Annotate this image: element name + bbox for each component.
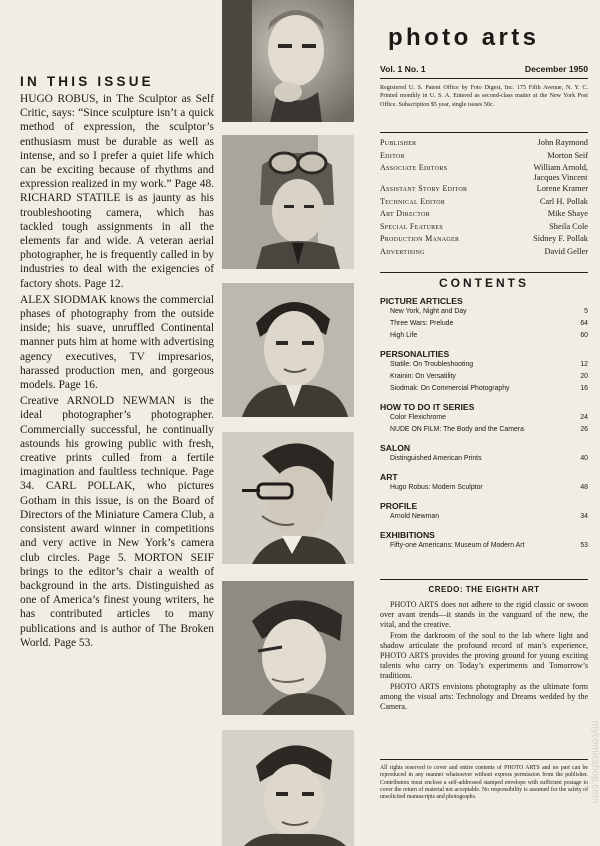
entry-page: 20: [580, 373, 588, 380]
issue-paragraph-2: ALEX SIODMAK knows the commercial phases of photography from the outside inside; his suave, unruffled Continental manner puts him at home with advertising agency executives, TV impresarios, harassed production men, and gorgeous models. Page 16.: [20, 293, 214, 392]
credo-heading: CREDO: THE EIGHTH ART: [428, 585, 540, 594]
portrait-photo-hugo-robus: [222, 0, 354, 122]
staff-row: [380, 222, 588, 235]
contents-section-heading: PROFILE: [380, 501, 418, 511]
entry-title: Color Flexichrome: [390, 414, 446, 421]
portrait-photo-arnold-newman: [222, 432, 354, 564]
divider: [380, 78, 588, 79]
staff-role: Art Director: [380, 209, 431, 218]
contents-list: [380, 296, 588, 553]
staff-name: Mike Shaye: [547, 209, 588, 218]
credo-paragraph: PHOTO ARTS does not adhere to the rigid classic or swoon over avant trends—it stands in the vanguard of the new, the vital, and the creative.: [380, 600, 588, 630]
portrait-photo-alex-siodmak: [222, 283, 354, 417]
divider: [380, 132, 588, 133]
entry-title: Hugo Robus: Modern Sculptor: [390, 484, 483, 491]
watermark-text: mycomicshop.com: [589, 720, 600, 804]
staff-name: David Geller: [544, 246, 588, 256]
watermark: [584, 720, 598, 838]
contents-entry[interactable]: [380, 425, 588, 437]
divider: [380, 272, 588, 273]
contents-entry[interactable]: [380, 512, 588, 524]
issue-paragraph-3: Creative ARNOLD NEWMAN is the ideal photographer’s photographer. Commercially successful, he continually astounds his growing public with fresh, creative prints culled from a fertile imagination and faultless technique. Page 34. CARL POLLAK, who pictures Gotham in this issue, is on the Board of Directors of the Miniature Camera Club, a consistent award winner in competitions and very active in New York’s camera club circles. Page 5. MORTON SEIF brings to the editor’s chair a wealth of background in the arts. Distinguished as one of America’s finest young writers, he has contributed articles to many publications and is author of The Broken World. Page 53.: [20, 395, 214, 649]
entry-page: 48: [580, 484, 588, 491]
issue-date: December 1950: [524, 64, 588, 74]
registration-notice: Registered U. S. Patent Office by Foto Digest, Inc. 175 Fifth Avenue, N. Y. C. Printed monthly in U. S. A. Entered as second-class matter at the New York Post Office. Subscription $5 year, single issues 50c.: [380, 85, 588, 108]
contents-entry[interactable]: [380, 384, 588, 396]
staff-name-block: [533, 163, 588, 183]
staff-name: William Arnold,: [533, 163, 588, 172]
volume-line: [380, 64, 588, 74]
portrait-photo-richard-statile: [222, 135, 354, 269]
staff-row: [380, 247, 588, 260]
divider: [380, 579, 588, 580]
staff-name: Lorene Kramer: [536, 184, 588, 193]
divider: [380, 759, 588, 760]
in-this-issue-column: [20, 74, 214, 651]
staff-row: [380, 151, 588, 164]
entry-page: 16: [580, 385, 588, 392]
staff-role: Production Manager: [380, 234, 460, 243]
entry-page: 26: [580, 426, 588, 433]
credo-paragraph: From the darkroom of the soul to the lab where light and shadow articulate the profound record of man’s experience, PHOTO ARTS provides the proving ground for young exciting talents who carry on Today’s experiments and Tomorrow’s traditions.: [380, 630, 588, 681]
contents-entry[interactable]: [380, 454, 588, 466]
entry-page: 5: [584, 308, 588, 315]
entry-title: Distinguished American Prints: [390, 455, 482, 462]
entry-title: Krainin: On Versatility: [390, 373, 456, 380]
portrait-photo-morton-seif: [222, 730, 354, 846]
entry-title: Arnold Newman: [390, 513, 440, 520]
contents-entry[interactable]: [380, 360, 588, 372]
issue-paragraph-1: HUGO ROBUS, in The Sculptor as Self Critic, says: “Since sculpture isn’t a quick method of expression, the sculptor’s enthusiasm must be durable as well as intense, and so I prefer a quiet life which can be exciting because of rhythms and expression realized in my work.” Page 48. RICHARD STATILE is as jaunty as his troubleshooting camera, which has tackled tough assignments in all the elements far and wide. A veteran aerial photographer, he is frequently called in by industries to deal with the exigencies of factory shots. Page 12.: [20, 93, 214, 290]
entry-page: 64: [580, 320, 588, 327]
entry-title: Statile: On Troubleshooting: [390, 361, 474, 368]
entry-title: New York, Night and Day: [390, 308, 467, 315]
staff-role: Editor: [380, 150, 405, 160]
staff-row: [380, 163, 588, 184]
credo-text: [380, 600, 588, 712]
contents-entry[interactable]: [380, 331, 588, 343]
credo-paragraph: PHOTO ARTS envisions photography as the ultimate form among the visual arts: Technology and Dreams wedded by the Camera.: [380, 681, 588, 712]
entry-title: High Life: [390, 332, 418, 339]
staff-row: [380, 209, 588, 222]
contents-section-heading: EXHIBITIONS: [380, 530, 435, 540]
portrait-photo-carl-pollak: [222, 581, 354, 715]
contents-section-heading: HOW TO DO IT SERIES: [380, 402, 475, 412]
contents-heading: CONTENTS: [439, 276, 529, 290]
entry-title: Fifty-one Americans: Museum of Modern Art: [390, 542, 525, 549]
magazine-title: photo arts: [388, 24, 540, 51]
entry-title: NUDE ON FILM: The Body and the Camera: [390, 426, 524, 433]
staff-list: [380, 138, 588, 259]
contents-entry[interactable]: [380, 541, 588, 553]
staff-name: Sidney F. Pollak: [533, 234, 588, 243]
entry-page: 40: [580, 455, 588, 462]
staff-name: Jacques Vincent: [533, 173, 588, 182]
in-this-issue-heading: IN THIS ISSUE: [20, 74, 154, 89]
contents-entry[interactable]: [380, 483, 588, 495]
contents-section-heading: SALON: [380, 443, 411, 453]
contents-section-heading: PERSONALITIES: [380, 349, 450, 359]
contents-section-heading: ART: [380, 472, 398, 482]
volume-number: Vol. 1 No. 1: [380, 64, 426, 74]
entry-page: 24: [580, 414, 588, 421]
entry-page: 34: [580, 513, 588, 520]
staff-row: [380, 197, 588, 210]
rights-notice: All rights reserved to cover and entire contents of PHOTO ARTS and no part can be reproduced in any manner whatsoever without express permission from the publisher. Contributors must enclose a self-addressed stamped envelope with sufficient postage to cover the return of material not acceptable. No responsibility is assumed for the safety of unsolicited manuscripts and photographs.: [380, 765, 588, 801]
staff-row: [380, 234, 588, 247]
entry-page: 60: [580, 332, 588, 339]
staff-role: Advertising: [380, 246, 425, 256]
staff-row: [380, 138, 588, 151]
entry-page: 12: [580, 361, 588, 368]
entry-title: Siodmak: On Commercial Photography: [390, 385, 510, 392]
staff-role: Special Features: [380, 221, 444, 231]
staff-row: [380, 184, 588, 197]
staff-name: Sheila Cole: [549, 221, 588, 231]
contents-entry[interactable]: [380, 307, 588, 319]
staff-role: Technical Editor: [380, 196, 446, 206]
staff-name: Morton Seif: [547, 150, 588, 160]
staff-name: John Raymond: [537, 138, 588, 147]
contents-entry[interactable]: [380, 413, 588, 425]
staff-role: Publisher: [380, 138, 417, 147]
entry-page: 53: [580, 542, 588, 549]
contents-entry[interactable]: [380, 319, 588, 331]
contents-entry[interactable]: [380, 372, 588, 384]
staff-name: Carl H. Pollak: [539, 196, 588, 206]
contents-section-heading: PICTURE ARTICLES: [380, 296, 463, 306]
staff-role: Associate Editors: [380, 163, 448, 172]
entry-title: Three Wars: Prelude: [390, 320, 454, 327]
staff-role: Assistant Story Editor: [380, 184, 468, 193]
